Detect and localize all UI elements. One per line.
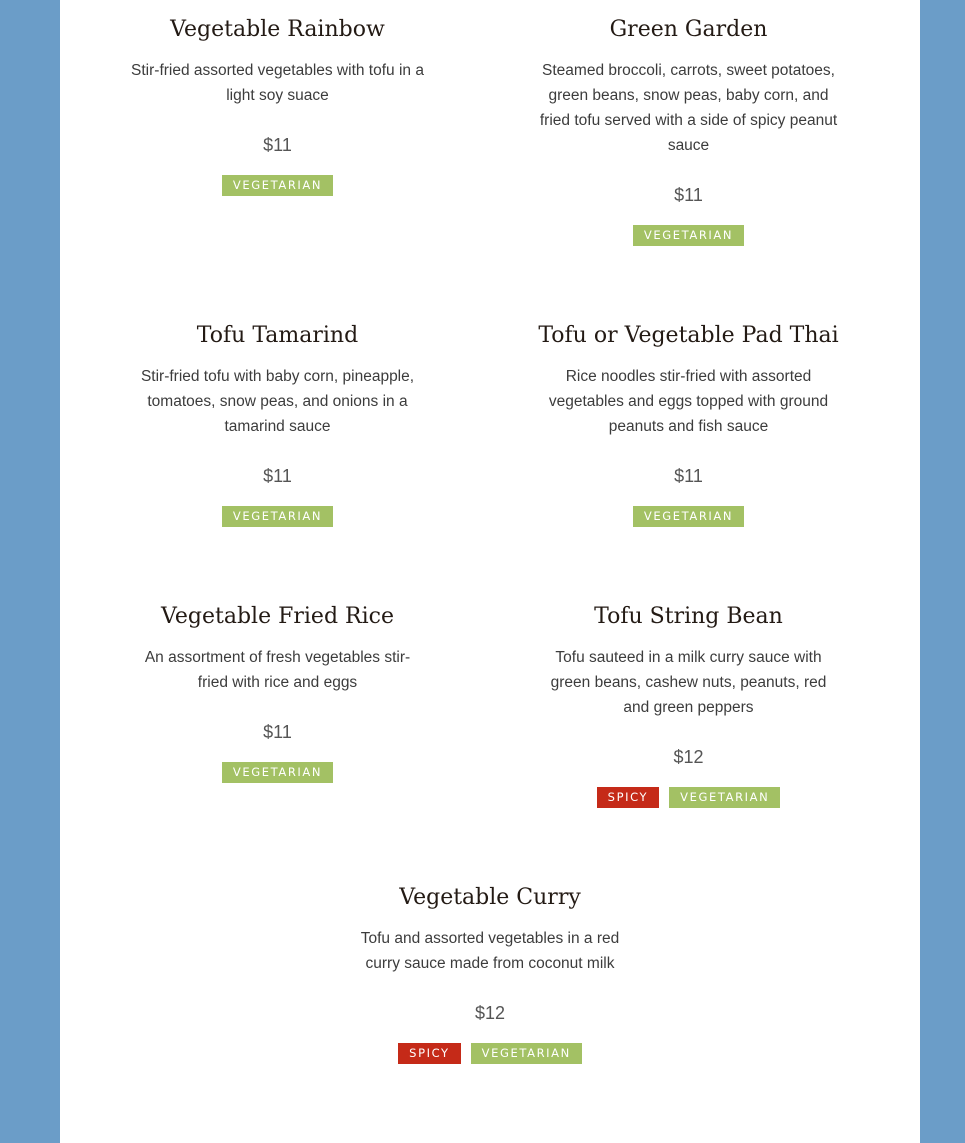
menu-item-tofu-tamarind bbox=[125, 322, 430, 527]
menu-panel bbox=[60, 0, 920, 1143]
menu-item-green-garden bbox=[537, 16, 840, 246]
vegetarian-badge: VEGETARIAN bbox=[222, 175, 333, 196]
menu-item-description: Stir-fried assorted vegetables with tofu in a light soy suace bbox=[131, 62, 424, 104]
menu-item-description: Steamed broccoli, carrots, sweet potatoes, green beans, snow peas, baby corn, and fried tofu served with a side of spicy peanut sauce bbox=[539, 62, 838, 154]
menu-item-price: $11 bbox=[263, 135, 292, 155]
menu-item-title: Vegetable Rainbow bbox=[170, 17, 385, 42]
menu-item-vegetable-rainbow bbox=[125, 16, 430, 196]
menu-item-badges bbox=[530, 506, 847, 527]
menu-item-price: $11 bbox=[263, 466, 292, 486]
menu-item-title: Tofu or Vegetable Pad Thai bbox=[538, 323, 839, 348]
menu-item-badges bbox=[125, 175, 430, 196]
menu-item-badges bbox=[132, 762, 423, 783]
vegetarian-badge: VEGETARIAN bbox=[633, 506, 744, 527]
menu-item-badges bbox=[125, 506, 430, 527]
menu-item-badges bbox=[347, 1043, 633, 1064]
menu-item-tofu-string-bean bbox=[540, 603, 837, 808]
menu-item-pad-thai bbox=[530, 322, 847, 527]
menu-item-price: $12 bbox=[474, 1003, 506, 1023]
spicy-badge: SPICY bbox=[398, 1043, 460, 1064]
menu-item-description: Tofu sauteed in a milk curry sauce with green beans, cashew nuts, peanuts, red and green peppers bbox=[550, 649, 827, 716]
vegetarian-badge: VEGETARIAN bbox=[669, 787, 780, 808]
menu-item-vegetable-fried-rice bbox=[132, 603, 423, 783]
menu-item-price: $12 bbox=[673, 747, 704, 767]
spicy-badge: SPICY bbox=[597, 787, 659, 808]
vegetarian-badge: VEGETARIAN bbox=[633, 225, 744, 246]
menu-item-price: $11 bbox=[674, 466, 703, 486]
menu-item-vegetable-curry bbox=[347, 884, 633, 1064]
menu-item-description: An assortment of fresh vegetables stir-fried with rice and eggs bbox=[144, 649, 411, 691]
menu-item-description: Rice noodles stir-fried with assorted vegetables and eggs topped with ground peanuts and fish sauce bbox=[548, 368, 829, 435]
menu-item-title: Tofu String Bean bbox=[594, 604, 783, 629]
menu-item-description: Tofu and assorted vegetables in a red curry sauce made from coconut milk bbox=[360, 930, 620, 972]
menu-item-title: Vegetable Fried Rice bbox=[161, 604, 394, 629]
menu-item-price: $11 bbox=[263, 722, 292, 742]
vegetarian-badge: VEGETARIAN bbox=[222, 762, 333, 783]
menu-item-title: Tofu Tamarind bbox=[196, 323, 359, 348]
vegetarian-badge: VEGETARIAN bbox=[471, 1043, 582, 1064]
menu-item-title: Green Garden bbox=[609, 17, 768, 42]
vegetarian-badge: VEGETARIAN bbox=[222, 506, 333, 527]
menu-item-title: Vegetable Curry bbox=[399, 885, 581, 910]
menu-item-price: $11 bbox=[674, 185, 703, 205]
menu-item-badges bbox=[540, 787, 837, 808]
menu-item-badges bbox=[537, 225, 840, 246]
menu-item-description: Stir-fried tofu with baby corn, pineapple, tomatoes, snow peas, and onions in a tamarind sauce bbox=[140, 368, 415, 435]
